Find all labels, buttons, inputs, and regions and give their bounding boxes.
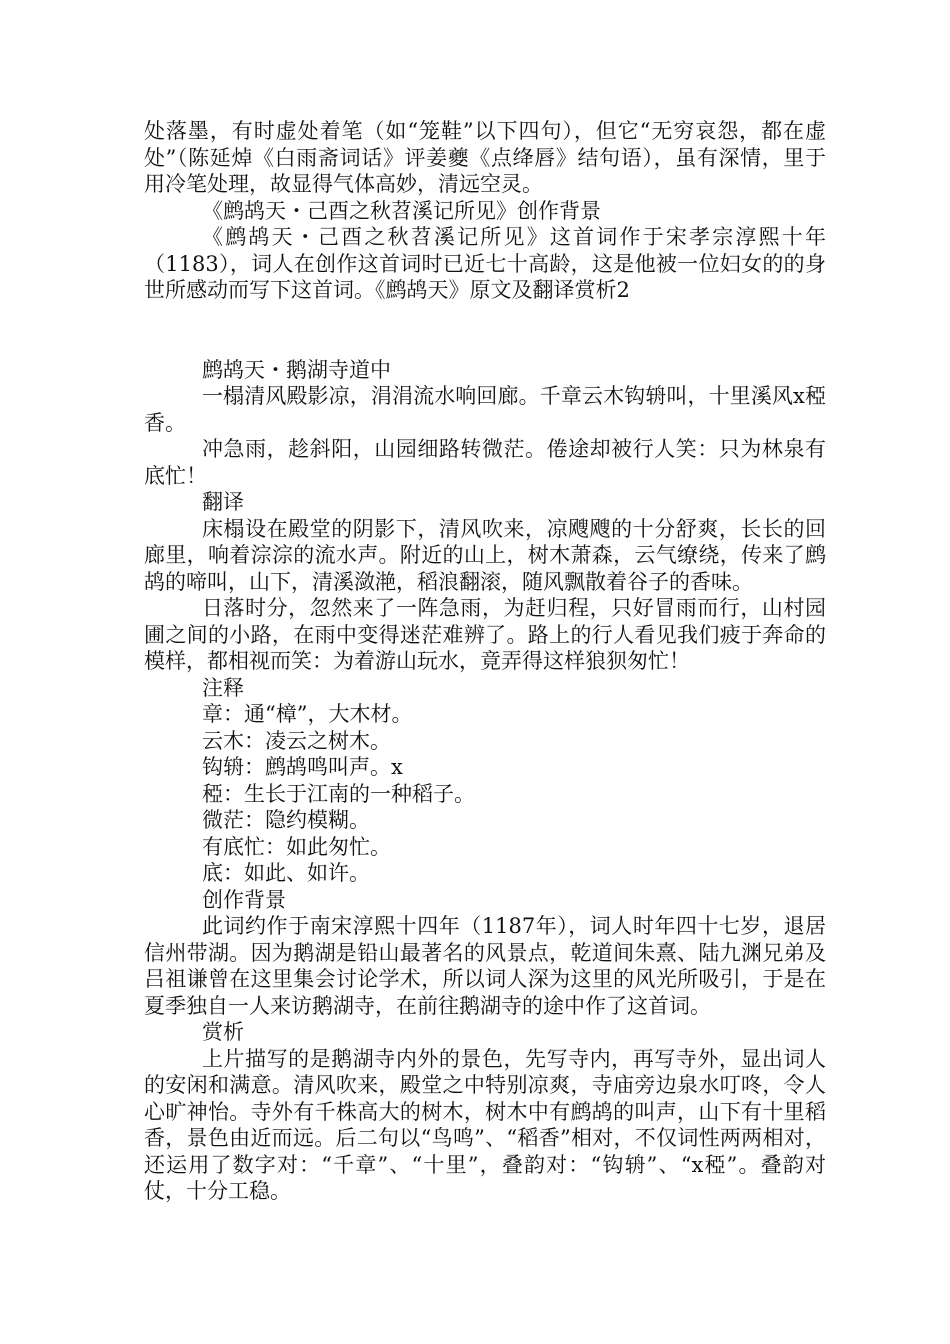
note-item: 章：通“樟”，大木材。 xyxy=(202,702,413,726)
translation-paragraph-1: 床榻设在殿堂的阴影下，清风吹来，凉飕飕的十分舒爽，长长的回廊里，响着淙淙的流水声。附近的山上，树木萧森，云气缭绕，传来了鹧鸪的啼叫，山下，清溪潋滟，稻浪翻滚，随风飘散着谷子的香味。 xyxy=(144,516,826,594)
paragraph-intro: 处落墨，有时虚处着笔（如“笼鞋”以下四句），但它“无穷哀怨，都在虚处”（陈延焯《白雨斋词话》评姜夔《点绛唇》结句语），虽有深情，里于用冷笔处理，故显得气体高妙，清远空灵。 xyxy=(144,119,826,196)
heading-notes: 注释 xyxy=(202,675,244,700)
paragraph-appreciation: 上片描写的是鹅湖寺内外的景色，先写寺内，再写寺外，显出词人的安闲和满意。清风吹来，殿堂之中特别凉爽，寺庙旁边泉水叮咚，令人心旷神怡。寺外有千株高大的树木，树木中有鹧鸪的叫声，山下有十里稻香，景色由近而远。后二句以“鸟鸣”、“稻香”相对，不仅词性两两相对，还运用了数字对：“千章”、“十里”，叠韵对：“钩辀”、“x稏”。叠韵对仗，十分工稳。 xyxy=(144,1046,826,1203)
note-item: 钩辀：鹧鸪鸣叫声。x xyxy=(202,755,403,779)
note-item: 云木：凌云之树木。 xyxy=(202,728,391,753)
note-item: 微茫：隐约模糊。 xyxy=(202,808,370,832)
note-item: 稏：生长于江南的一种稻子。 xyxy=(202,781,475,806)
poem-verse-2: 冲急雨，趁斜阳，山园细路转微茫。倦途却被行人笑：只为林泉有底忙！ xyxy=(144,437,826,488)
note-item: 底：如此、如许。 xyxy=(202,861,370,885)
translation-paragraph-2: 日落时分，忽然来了一阵急雨，为赶归程，只好冒雨而行，山村园圃之间的小路，在雨中变得迷茫难辨了。路上的行人看见我们疲于奔命的模样，都相视而笑：为着游山玩水，竟弄得这样狼狈匆忙！ xyxy=(144,596,826,673)
note-item: 有底忙：如此匆忙。 xyxy=(202,834,391,859)
paragraph-background-2: 此词约作于南宋淳熙十四年（1187年），词人时年四十七岁，退居信州带湖。因为鹅湖是铅山最著名的风景点，乾道间朱熹、陆九渊兄弟及吕祖谦曾在这里集会讨论学术，所以词人深为这里的风光所吸引，于是在夏季独自一人来访鹅湖寺，在前往鹅湖寺的途中作了这首词。 xyxy=(144,914,826,1018)
poem-title: 鹧鸪天・鹅湖寺道中 xyxy=(202,357,391,382)
poem-verse-1: 一榻清风殿影凉，涓涓流水响回廊。千章云木钩辀叫，十里溪风x稏香。 xyxy=(144,384,826,435)
heading-translation: 翻译 xyxy=(202,490,244,514)
paragraph-background-1: 《鹧鸪天・己酉之秋苕溪记所见》这首词作于宋孝宗淳熙十年（1183），词人在创作这首词时已近七十高龄，这是他被一位妇女的的身世所感动而写下这首词。《鹧鸪天》原文及翻译赏析2 xyxy=(144,225,826,302)
heading-appreciation: 赏析 xyxy=(202,1020,244,1044)
document-page xyxy=(144,118,826,1205)
section-gap xyxy=(144,304,826,357)
heading-background-1: 《鹧鸪天・己酉之秋苕溪记所见》创作背景 xyxy=(202,198,601,223)
heading-background-2: 创作背景 xyxy=(202,887,286,912)
